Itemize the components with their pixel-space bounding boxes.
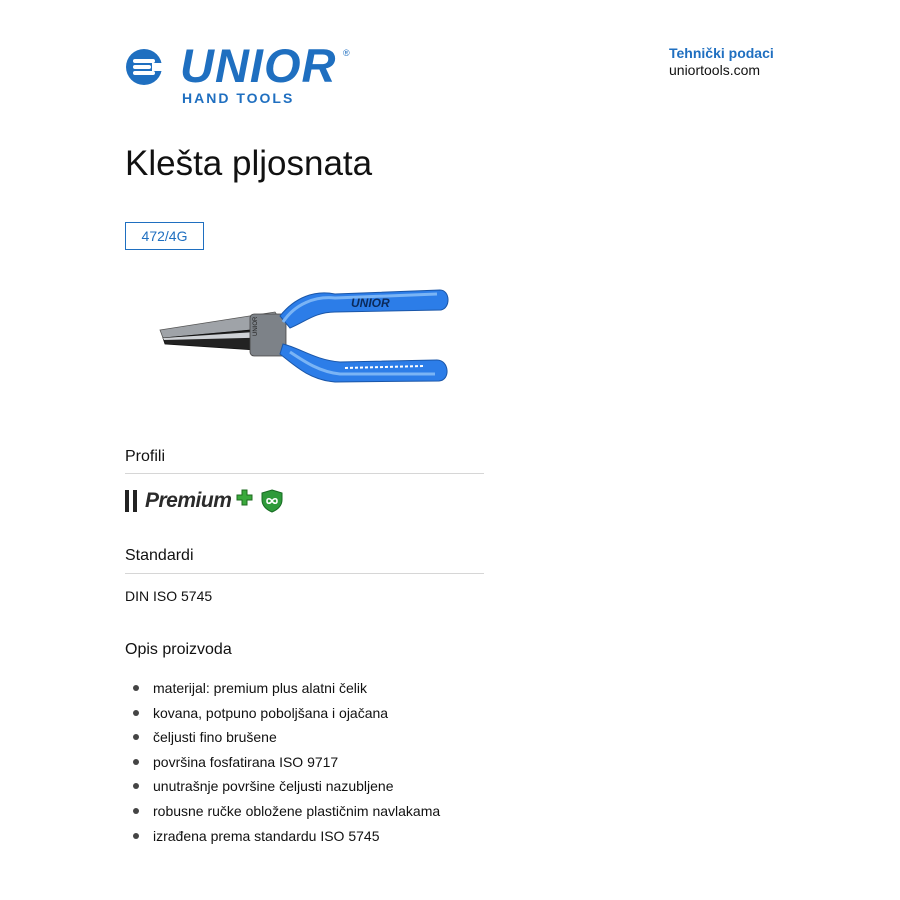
list-item [133, 752, 440, 777]
bullet-icon [133, 808, 139, 814]
section-heading-standards: Standardi [125, 547, 194, 564]
list-item-text: materijal: premium plus alatni čelik [153, 680, 367, 696]
pliers-product-image [155, 282, 455, 392]
product-code-badge: 472/4G [125, 222, 204, 250]
list-item-text: unutrašnje površine čeljusti nazubljene [153, 778, 394, 795]
list-item [133, 826, 440, 851]
divider [125, 473, 484, 474]
list-item [133, 727, 440, 752]
infinity-shield-icon [260, 489, 284, 513]
double-bar-icon [125, 490, 139, 512]
bullet-icon [133, 685, 139, 691]
list-item [133, 678, 440, 703]
profile-badges [125, 488, 295, 514]
list-item-text: čeljusti fino brušene [153, 729, 277, 746]
bullet-icon [133, 833, 139, 839]
brand-tagline: HAND TOOLS [182, 90, 295, 106]
list-item-text: kovana, potpuno poboljšana i ojačana [153, 704, 389, 721]
section-heading-description: Opis proizvoda [125, 641, 232, 658]
feature-list [133, 678, 440, 850]
website-link[interactable]: uniortools.com [669, 62, 761, 78]
list-item [133, 776, 440, 801]
standard-value: DIN ISO 5745 [125, 588, 213, 604]
page-title: Klešta pljosnata [125, 144, 373, 183]
tech-info [669, 45, 774, 79]
registered-mark: ® [343, 48, 350, 58]
premium-badge: Premium [145, 489, 232, 512]
bullet-icon [133, 759, 139, 765]
handle-brand-text: UNIOR [351, 296, 390, 310]
bullet-icon [133, 734, 139, 740]
plus-icon [236, 489, 253, 506]
list-item-text: površina fosfatirana ISO 9717 [153, 753, 339, 770]
brand-logo [125, 39, 357, 108]
list-item-text: robusne ručke obložene plastičnim navlakama [153, 802, 441, 819]
list-item [133, 703, 440, 728]
bullet-icon [133, 710, 139, 716]
divider [125, 573, 484, 574]
bullet-icon [133, 783, 139, 789]
list-item-text: izrađena prema standardu ISO 5745 [153, 827, 380, 844]
svg-text:UNIOR: UNIOR [253, 316, 259, 336]
unior-logo-icon [125, 48, 163, 86]
brand-wordmark: UNIOR [180, 39, 337, 92]
list-item [133, 801, 440, 826]
tech-title: Tehnički podaci [669, 45, 774, 61]
section-heading-profiles: Profili [125, 448, 166, 465]
